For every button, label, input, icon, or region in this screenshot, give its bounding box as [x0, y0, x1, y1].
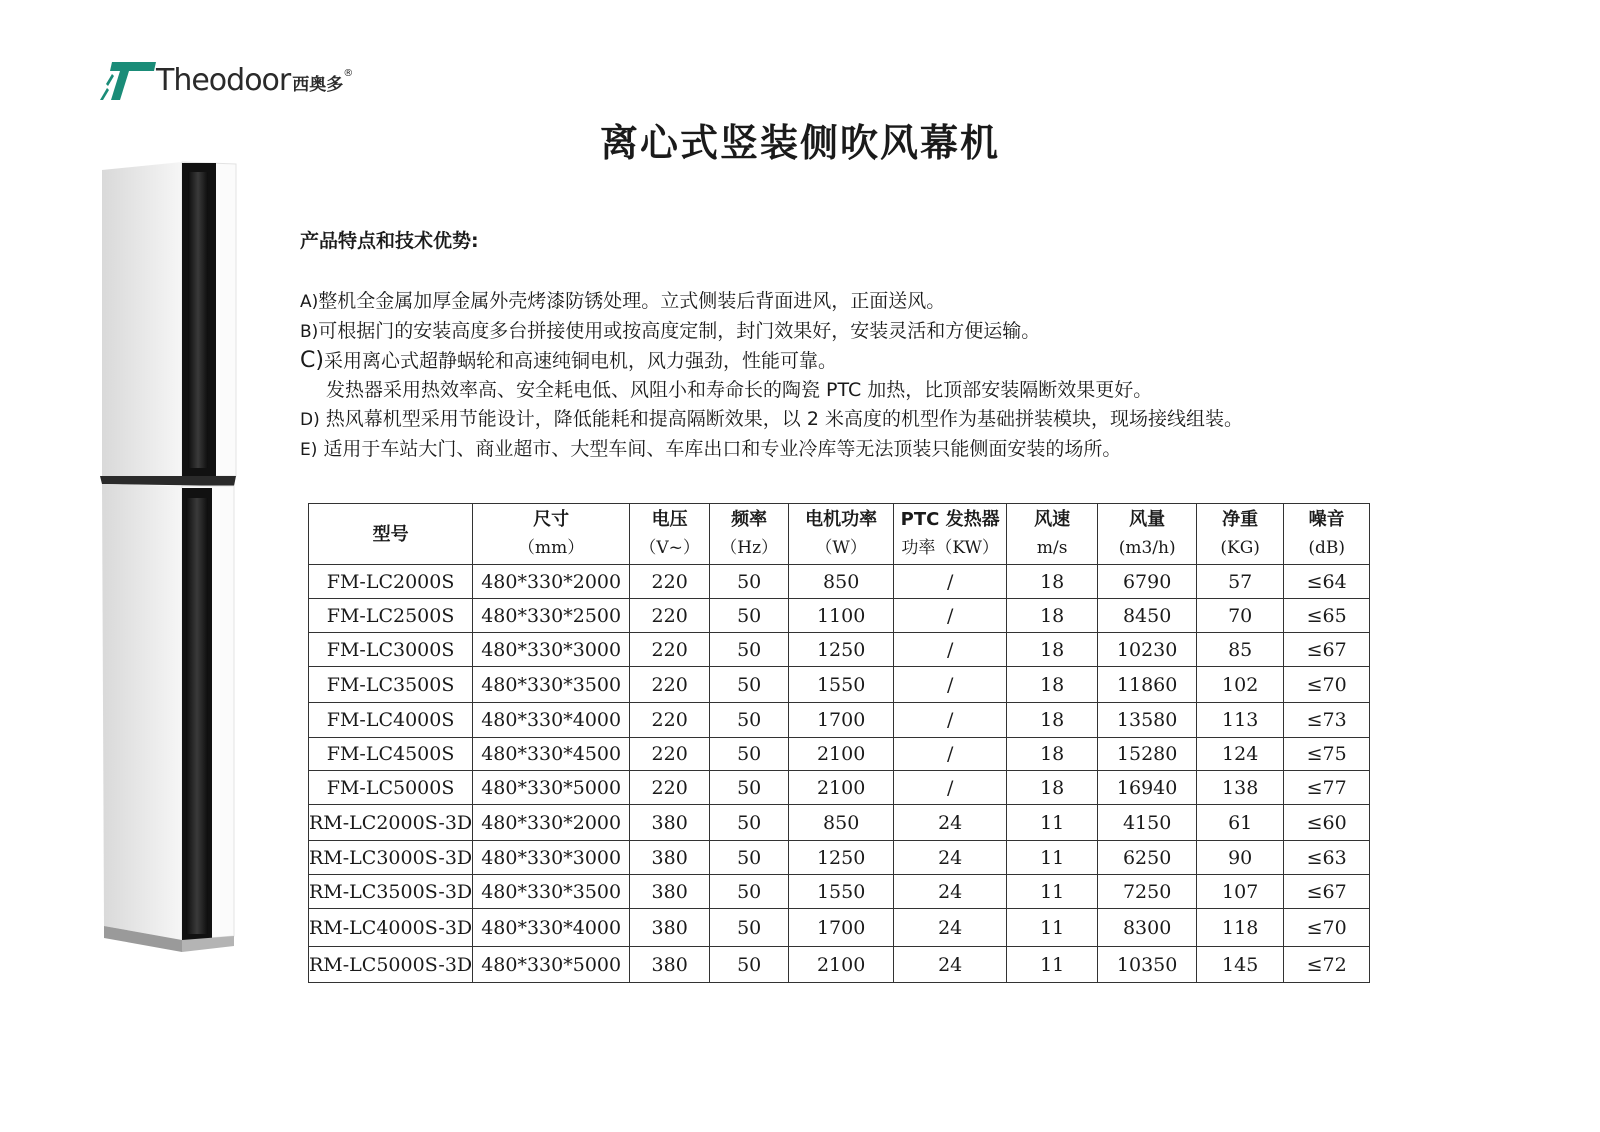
table-cell: 480*330*4500	[473, 738, 630, 771]
table-cell: 220	[630, 599, 710, 633]
table-cell: 1550	[789, 667, 894, 703]
table-cell: ≤64	[1284, 565, 1370, 599]
table-cell: FM-LC2000S	[309, 565, 473, 599]
feature-item-b	[300, 317, 1420, 347]
table-cell: 102	[1197, 667, 1284, 703]
feature-item-c-continued	[300, 376, 1420, 406]
table-cell: 1250	[789, 841, 894, 875]
logo-chinese-name: 西奥多	[292, 75, 344, 95]
table-row	[309, 909, 1370, 947]
table-cell: ≤60	[1284, 805, 1370, 841]
table-cell: 24	[894, 841, 1007, 875]
table-cell: 480*330*2000	[473, 805, 630, 841]
table-cell: 480*330*2000	[473, 565, 630, 599]
table-cell: ≤70	[1284, 909, 1370, 947]
table-cell: 90	[1197, 841, 1284, 875]
table-cell: ≤65	[1284, 599, 1370, 633]
table-cell: 2100	[789, 947, 894, 983]
table-cell: 7250	[1098, 875, 1197, 909]
table-cell: 50	[710, 738, 789, 771]
table-cell: 50	[710, 703, 789, 738]
feature-marker: C)	[300, 348, 324, 373]
table-cell: FM-LC4000S	[309, 703, 473, 738]
table-header-row	[309, 504, 1370, 565]
column-header: 风速 m/s	[1007, 504, 1098, 565]
table-cell: 8450	[1098, 599, 1197, 633]
table-cell: RM-LC5000S-3D	[309, 947, 473, 983]
table-cell: 220	[630, 703, 710, 738]
table-cell: 220	[630, 771, 710, 805]
table-cell: 50	[710, 633, 789, 667]
table-cell: 113	[1197, 703, 1284, 738]
table-cell: 11	[1007, 805, 1098, 841]
feature-item-c	[300, 346, 1420, 376]
registered-mark: ®	[343, 68, 354, 79]
table-cell: 480*330*5000	[473, 771, 630, 805]
table-cell: ≤67	[1284, 633, 1370, 667]
table-cell: /	[894, 565, 1007, 599]
table-cell: RM-LC4000S-3D	[309, 909, 473, 947]
column-header: 噪音 (dB)	[1284, 504, 1370, 565]
table-cell: 380	[630, 805, 710, 841]
table-cell: /	[894, 667, 1007, 703]
table-cell: 24	[894, 805, 1007, 841]
table-row	[309, 738, 1370, 771]
table-cell: 85	[1197, 633, 1284, 667]
table-cell: 8300	[1098, 909, 1197, 947]
table-row	[309, 667, 1370, 703]
table-cell: 50	[710, 805, 789, 841]
table-cell: 107	[1197, 875, 1284, 909]
feature-marker: E)	[300, 439, 318, 460]
theodoor-logo-icon	[98, 54, 160, 102]
table-cell: 220	[630, 565, 710, 599]
column-header: 型号	[309, 504, 473, 565]
column-header: 频率 （Hz）	[710, 504, 789, 565]
table-cell: 11	[1007, 947, 1098, 983]
table-cell: 11860	[1098, 667, 1197, 703]
page-title: 离心式竖装侧吹风幕机	[599, 121, 1000, 165]
feature-text: 整机全金属加厚金属外壳烤漆防锈处理。立式侧装后背面进风，正面送风。	[318, 290, 946, 312]
features-heading: 产品特点和技术优势:	[300, 230, 479, 252]
feature-marker: B)	[300, 321, 319, 342]
table-cell: RM-LC3500S-3D	[309, 875, 473, 909]
table-cell: 480*330*4000	[473, 909, 630, 947]
table-row	[309, 633, 1370, 667]
column-header: 风量 (m3/h)	[1098, 504, 1197, 565]
table-row	[309, 599, 1370, 633]
feature-text: 可根据门的安装高度多台拼接使用或按高度定制，封门效果好，安装灵活和方便运输。	[318, 319, 1041, 342]
table-cell: 480*330*3500	[473, 875, 630, 909]
column-header: 电机功率 （W）	[789, 504, 894, 565]
table-row	[309, 565, 1370, 599]
table-cell: ≤77	[1284, 771, 1370, 805]
table-cell: ≤70	[1284, 667, 1370, 703]
table-row	[309, 841, 1370, 875]
table-cell: 145	[1197, 947, 1284, 983]
feature-item-e	[300, 435, 1420, 465]
table-cell: ≤72	[1284, 947, 1370, 983]
table-cell: ≤73	[1284, 703, 1370, 738]
table-cell: 138	[1197, 771, 1284, 805]
table-cell: /	[894, 703, 1007, 738]
table-cell: 18	[1007, 771, 1098, 805]
spec-table	[308, 503, 1370, 983]
table-cell: 480*330*3000	[473, 841, 630, 875]
features-list	[300, 287, 1420, 464]
table-cell: 18	[1007, 633, 1098, 667]
table-cell: 118	[1197, 909, 1284, 947]
feature-marker: D)	[300, 410, 320, 430]
feature-item-d	[300, 405, 1420, 435]
table-cell: 10350	[1098, 947, 1197, 983]
feature-text: 采用离心式超静蜗轮和高速纯铜电机，风力强劲，性能可靠。	[323, 350, 837, 372]
feature-text: 发热器采用热效率高、安全耗电低、风阻小和寿命长的陶瓷 PTC 加热，比顶部安装隔断效果更好。	[326, 378, 1153, 401]
table-cell: 1100	[789, 599, 894, 633]
table-cell: 480*330*3500	[473, 667, 630, 703]
table-cell: 50	[710, 599, 789, 633]
feature-item-a	[300, 287, 1420, 317]
table-cell: 11	[1007, 909, 1098, 947]
table-cell: /	[894, 738, 1007, 771]
table-cell: FM-LC3000S	[309, 633, 473, 667]
table-body	[309, 565, 1370, 983]
brand-logo	[98, 54, 353, 102]
table-row	[309, 703, 1370, 738]
table-cell: 50	[710, 565, 789, 599]
table-cell: 15280	[1098, 738, 1197, 771]
table-cell: 480*330*4000	[473, 703, 630, 738]
table-cell: 50	[710, 771, 789, 805]
table-row	[309, 875, 1370, 909]
table-cell: 10230	[1098, 633, 1197, 667]
table-cell: 70	[1197, 599, 1284, 633]
table-cell: 2100	[789, 771, 894, 805]
table-cell: 13580	[1098, 703, 1197, 738]
column-header: 电压 （V~）	[630, 504, 710, 565]
air-curtain-product-image	[98, 160, 238, 956]
table-cell: RM-LC2000S-3D	[309, 805, 473, 841]
column-header: 尺寸 （mm）	[473, 504, 630, 565]
table-cell: 2100	[789, 738, 894, 771]
table-cell: 380	[630, 841, 710, 875]
table-row	[309, 771, 1370, 805]
table-cell: 480*330*2500	[473, 599, 630, 633]
table-cell: 1550	[789, 875, 894, 909]
table-cell: 50	[710, 667, 789, 703]
table-cell: 50	[710, 841, 789, 875]
table-cell: 18	[1007, 738, 1098, 771]
table-cell: 18	[1007, 667, 1098, 703]
table-cell: FM-LC3500S	[309, 667, 473, 703]
feature-marker: A)	[300, 292, 319, 312]
column-header: PTC 发热器 功率（KW）	[894, 504, 1007, 565]
feature-text: 热风幕机型采用节能设计，降低能耗和提高隔断效果，以 2 米高度的机型作为基础拼装模块，现场接线组装。	[319, 408, 1243, 430]
table-cell: 18	[1007, 565, 1098, 599]
table-cell: 1700	[789, 703, 894, 738]
logo-wordmark: Theodoor	[156, 63, 291, 98]
table-cell: 220	[630, 633, 710, 667]
table-cell: /	[894, 599, 1007, 633]
table-cell: 24	[894, 947, 1007, 983]
table-cell: 24	[894, 875, 1007, 909]
table-cell: FM-LC4500S	[309, 738, 473, 771]
table-cell: 220	[630, 738, 710, 771]
table-cell: 124	[1197, 738, 1284, 771]
column-header: 净重 (KG)	[1197, 504, 1284, 565]
table-cell: ≤67	[1284, 875, 1370, 909]
table-cell: 480*330*5000	[473, 947, 630, 983]
table-cell: ≤75	[1284, 738, 1370, 771]
table-cell: 16940	[1098, 771, 1197, 805]
table-cell: 220	[630, 667, 710, 703]
table-cell: 850	[789, 805, 894, 841]
table-cell: 18	[1007, 599, 1098, 633]
table-cell: 11	[1007, 875, 1098, 909]
table-cell: FM-LC2500S	[309, 599, 473, 633]
table-cell: 850	[789, 565, 894, 599]
table-cell: 380	[630, 947, 710, 983]
table-cell: 57	[1197, 565, 1284, 599]
table-cell: /	[894, 633, 1007, 667]
table-cell: RM-LC3000S-3D	[309, 841, 473, 875]
table-cell: /	[894, 771, 1007, 805]
table-cell: 6250	[1098, 841, 1197, 875]
feature-text: 适用于车站大门、商业超市、大型车间、车库出口和专业冷库等无法顶装只能侧面安装的场所。	[317, 437, 1122, 460]
table-cell: 50	[710, 947, 789, 983]
table-cell: 1250	[789, 633, 894, 667]
table-cell: 18	[1007, 703, 1098, 738]
table-cell: 61	[1197, 805, 1284, 841]
table-cell: 480*330*3000	[473, 633, 630, 667]
table-cell: ≤63	[1284, 841, 1370, 875]
table-cell: 380	[630, 875, 710, 909]
table-cell: 24	[894, 909, 1007, 947]
table-cell: 6790	[1098, 565, 1197, 599]
table-row	[309, 805, 1370, 841]
table-cell: FM-LC5000S	[309, 771, 473, 805]
table-cell: 11	[1007, 841, 1098, 875]
table-cell: 4150	[1098, 805, 1197, 841]
table-cell: 1700	[789, 909, 894, 947]
table-row	[309, 947, 1370, 983]
table-cell: 50	[710, 875, 789, 909]
table-cell: 50	[710, 909, 789, 947]
table-cell: 380	[630, 909, 710, 947]
